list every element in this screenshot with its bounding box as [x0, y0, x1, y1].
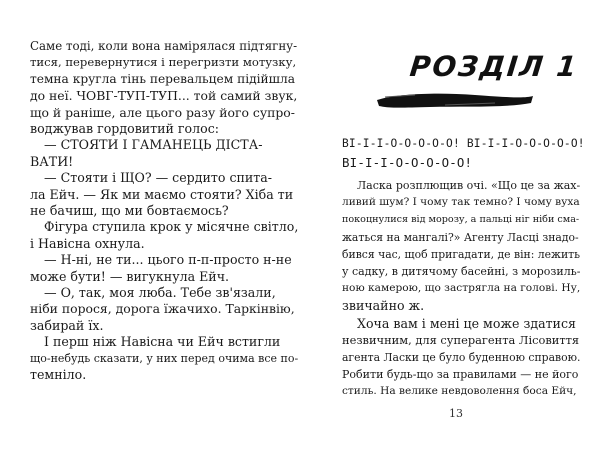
text-line: що й раніше, але цього разу його супро- — [30, 104, 295, 120]
text-line: ливий шум? І чому так темно? І чому вуха — [342, 196, 580, 209]
text-line: темна кругла тінь перевальцем підійшла — [30, 71, 295, 86]
onomatopoeia-line: ВІ-І-І-О-О-О-О-О! ВІ-І-І-О-О-О-О-О! — [342, 137, 585, 150]
text-line: що-небудь сказати, у них перед очима все по- — [30, 351, 299, 365]
text-line: до неї. ЧОВГ-ТУП-ТУП... той самий звук, — [30, 88, 298, 104]
text-line: звичайно ж. — [342, 298, 425, 314]
text-line: у садку, в дитячому басейні, з морозиль- — [342, 265, 581, 278]
text-line: І перш ніж Навісна чи Ейч встигли — [44, 334, 281, 350]
text-line: — СТОЯТИ І ГАМАНЕЦЬ ДІСТА- — [44, 137, 263, 153]
text-line: і Навісна охнула. — [30, 235, 145, 251]
text-line: — Н-ні, не ти... цього п-п-просто н-не — [44, 252, 292, 268]
text-line: незвичним, для суперагента Лісовиття — [342, 332, 580, 347]
text-line: Хоча вам і мені це може здатися — [357, 315, 576, 331]
text-line: ВАТИ! — [30, 153, 74, 169]
text-line: Робити будь-що за правилами — не його — [342, 368, 579, 382]
text-line: Ласка розплющив очі. «Що це за жах- — [357, 179, 581, 192]
text-line: агента Ласки це було буденною справою. — [342, 351, 581, 364]
text-line: ла Ейч. — Як ми маємо стояти? Хіба ти — [30, 186, 294, 202]
text-line: покоцнулися від морозу, а пальці ніг ніби сма- — [342, 214, 580, 226]
chapter-title: РОЗДІЛ 1 — [408, 50, 580, 83]
page-number: 13 — [449, 407, 463, 420]
text-line: може бути! — вигукнула Ейч. — [30, 268, 230, 284]
text-line: Саме тоді, коли вона намірялася підтягну- — [30, 39, 298, 53]
text-line: Фігура ступила крок у місячне світло, — [44, 219, 299, 235]
text-line: забирай їх. — [30, 317, 104, 333]
text-line: стиль. На велике невдоволення боса Ейч, — [342, 385, 577, 398]
onomatopoeia-line: ВІ-І-І-О-О-О-О-О! — [342, 155, 473, 170]
text-line: жаться на мангалі?» Агенту Ласці знадо- — [342, 230, 579, 244]
text-line: воджував гордовитий голос: — [30, 121, 219, 136]
text-line: не бачиш, що ми бовтаємось? — [30, 203, 229, 218]
text-line: тися, перевернутися і перегризти мотузку, — [30, 55, 297, 70]
text-line: — О, так, моя люба. Тебе зв'язали, — [44, 285, 276, 300]
text-line: темніло. — [30, 367, 87, 382]
brush-stroke-icon — [375, 86, 535, 112]
text-line: ною камерою, що застрягла на голові. Ну, — [342, 282, 581, 295]
text-line: бився час, щоб пригадати, де він: лежить — [342, 247, 581, 261]
text-line: ніби порося, дорога їжачихо. Таркінвію, — [30, 301, 295, 317]
text-line: — Стояти і ЩО? — сердито спита- — [44, 170, 273, 186]
